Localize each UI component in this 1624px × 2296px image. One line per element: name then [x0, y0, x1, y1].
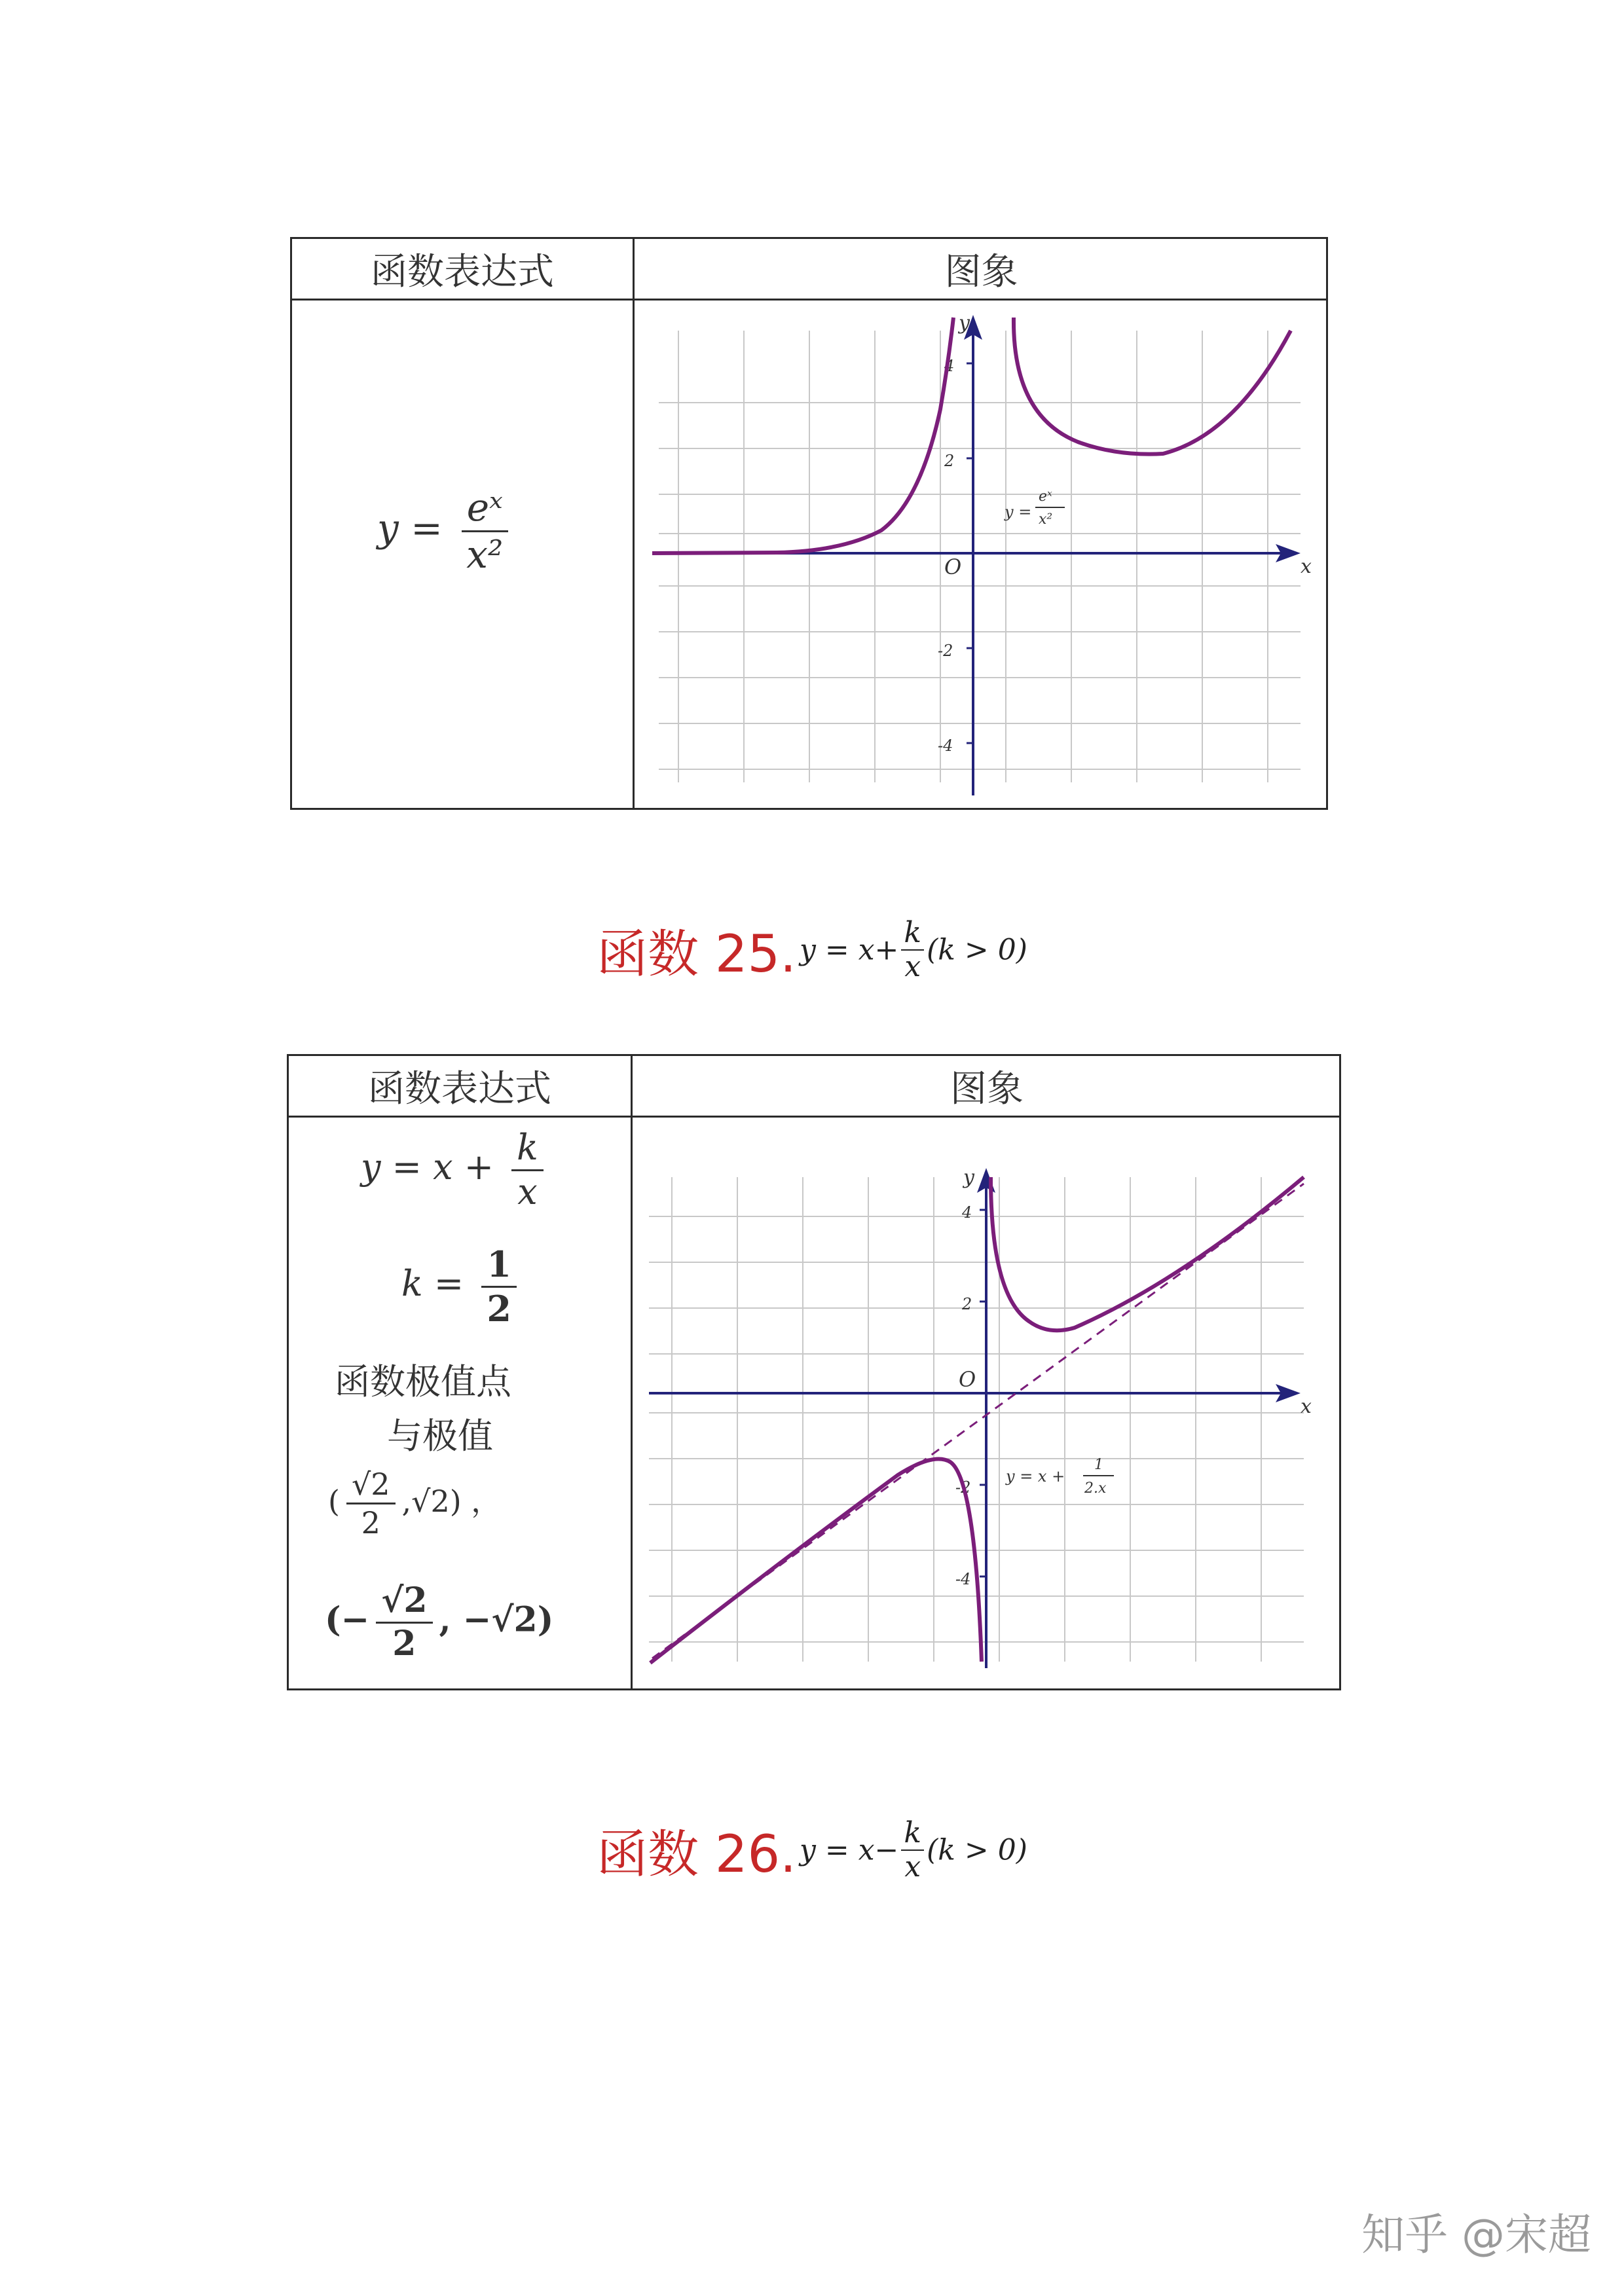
curve-label-den: x² [1039, 511, 1053, 528]
caption-function-26: 函数 26. y = x− $\frac{k}{x}$ (k > 0) [597, 1815, 1027, 1884]
curve-right-branch [1014, 318, 1291, 454]
header-graph: 图象 [950, 1067, 1024, 1110]
tick-label-4: 4 [962, 1203, 972, 1222]
tick-label-2: 2 [962, 1295, 972, 1313]
curve-left-branch [652, 318, 953, 553]
caption-formula-condition: (k > 0) [927, 933, 1027, 967]
table-header-row [292, 239, 1326, 301]
curve-label-lhs: y = x + [1006, 1467, 1065, 1485]
text-and-extreme-values: 与极值 [387, 1415, 493, 1457]
extreme-point-1: ( $\frac{√2}{2}$ ,√2) ， [328, 1467, 502, 1541]
origin-label: O [944, 555, 962, 579]
caption-formula-lhs: y = x− [800, 1833, 899, 1867]
x-axis-label: x [1301, 555, 1312, 578]
caption-title: 函数 26. [597, 1825, 796, 1884]
y-axis-label: y [959, 312, 970, 335]
curve-label-lhs: y = [1005, 503, 1032, 521]
tick-label-2: 2 [944, 452, 955, 470]
origin-label: O [959, 1367, 976, 1392]
table-header-row [289, 1056, 1339, 1118]
header-expression: 函数表达式 [371, 250, 554, 293]
caption-function-25: 函数 25. y = x+ $\frac{k}{x}$ (k > 0) [597, 915, 1027, 984]
curve-left-branch [650, 1459, 982, 1664]
graph-2 [642, 1164, 1330, 1668]
function-table-1 [290, 237, 1328, 810]
tick-label-neg2: -2 [938, 642, 953, 660]
watermark: 知乎 @宋超 [1361, 2210, 1591, 2260]
tick-label-neg4: -4 [938, 737, 953, 755]
header-expression: 函数表达式 [368, 1067, 551, 1110]
caption-formula-lhs: y = x+ [800, 933, 899, 967]
y-axis-label: y [963, 1166, 974, 1189]
curve-label-num: eˣ [1039, 488, 1052, 505]
tick-label-neg4: -4 [955, 1570, 971, 1588]
tick-label-4: 4 [944, 357, 955, 375]
axes [649, 1168, 1301, 1668]
function-table-2 [287, 1054, 1341, 1690]
curve-label-den: 2.x [1084, 1480, 1107, 1497]
text-extreme-points: 函数极值点 [335, 1361, 511, 1402]
caption-title: 函数 25. [597, 925, 796, 984]
tick-label-neg2: -2 [955, 1478, 971, 1497]
grid [659, 331, 1301, 782]
formula-exp-over-x2: y = $\frac{\text{eˣ}}{\text{x²}}$ [377, 488, 515, 575]
column-divider [631, 1056, 633, 1688]
graph-1 [646, 311, 1320, 802]
formula-y-equals-x-plus-k-over-x: y = x + $\frac{k}{x}$ [361, 1129, 550, 1211]
x-axis-label: x [1301, 1395, 1312, 1418]
header-graph: 图象 [944, 250, 1018, 293]
extreme-point-2: (− $\frac{√2}{2}$ , −√2) [325, 1580, 554, 1664]
caption-formula-condition: (k > 0) [927, 1833, 1027, 1867]
column-divider [633, 239, 635, 808]
formula-k-value: k = $\frac{1}{2}$ [401, 1246, 523, 1327]
curve-label-num: 1 [1094, 1457, 1103, 1473]
